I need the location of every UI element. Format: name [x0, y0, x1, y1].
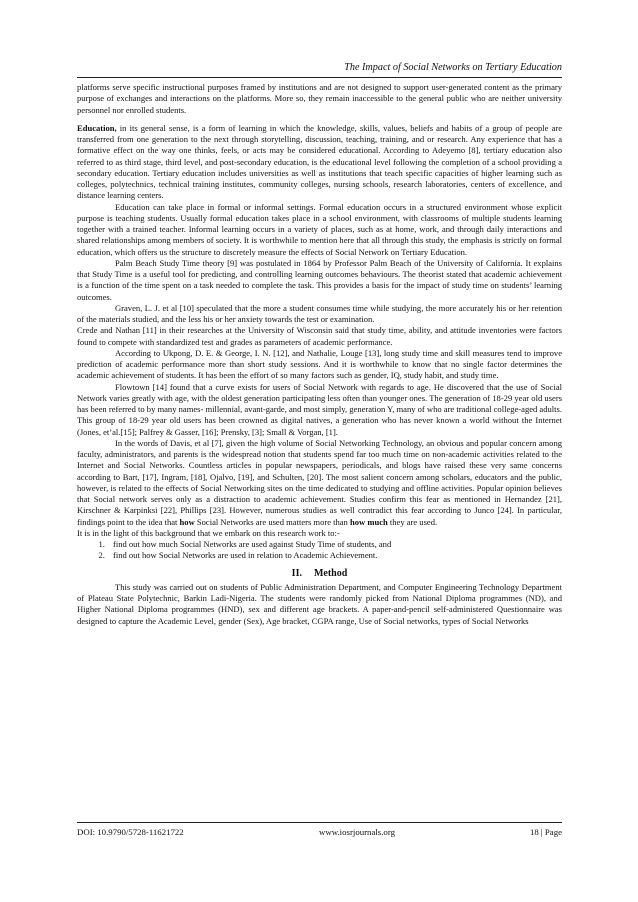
body-text [77, 82, 562, 627]
paragraph-formal-education: Education can take place in formal or informal settings. Formal education occurs in a structured environment whose explicit purpose is teaching students. Usually formal education takes place in a school environment, with classrooms of multiple students learning together with a trained teacher. Informal learning occurs in a variety of places, such as at home, work, and through daily interactions and shared relationships among members of society. It is worthwhile to mention here that all through this study, the emphasis is strictly on formal education, which offers us the structure to discretely measure the effects of Social Network on Tertiary Education. [77, 201, 562, 257]
objective-item: 2. find out how Social Networks are used in relation to Academic Achievement. [107, 550, 562, 561]
paragraph-davis [77, 438, 562, 528]
davis-text: In the words of Davis, et al [7], given the high volume of Social Networking Technology, an obvious and popular concern among faculty, administrators, and parents is the widespread notion that students spend far too much time on non-academic activities related to the Internet and Social Networks. Countless articles in popular newspapers, periodicals, and blogs have raised these very same concerns according to Bart, [17], Ingram, [18], Ojalvo, [19], and Schulten, [20]. The most salient concern among scholars, educators and the public, however, is related to the effects of Social Networking sites on the time dedicated to studying and offline activities. Popular opinion believes that Social network serves only as a distraction to academic achievement. Studies confirm this fear as mentioned in Hernandez [21], Kirschner & Karpinksi [22], Phillips [23]. However, numerous studies as well contradict this fear according to Junco [24]. In particular, findings point to the idea that [77, 437, 562, 527]
education-definition: in its general sense, is a form of learning in which the knowledge, skills, values, beliefs and habits of a group of people are transferred from one generation to the next through storytelling, discussion, teaching, training, and or research. Any experience that has a formative effect on the way one thinks, feels, or acts may be considered educational. According to Adeyemo [8], tertiary education also referred to as third stage, third level, and post-secondary education, is the educational level following the completion of a school providing a secondary education. Tertiary education includes universities as well as institutions that teach specific capacities of higher learning such as colleges, polytechnics, technical training institutes, community colleges, nursing schools, research laboratories, centers of excellence, and distance learning centers. [77, 122, 562, 201]
section-heading-method [77, 568, 562, 579]
footer-doi: DOI: 10.9790/5728-11621722 [77, 827, 184, 837]
section-number: II. [291, 567, 302, 579]
education-term: Education, [77, 122, 117, 133]
paragraph-graven: Graven, L. J. et al [10] speculated that the more a student consumes time while studying, the more accurately his or her retention of the materials studied, and the less his or her anxiety towards the test or examination. [77, 302, 562, 324]
paragraph-ukpong: According to Ukpong, D. E. & George, I. N. [12], and Nathalie, Louge [13], long study time and skill measures tend to improve prediction of academic performance more than short study sessions. And it is worthwhile to know that no single factor determines the academic achievement of students. It has been the effort of so many factors such as gender, IQ, study habit, and study time. [77, 347, 562, 381]
footer-website: www.iosrjournals.org [319, 827, 395, 837]
objective-item: 1. find out how much Social Networks are used against Study Time of students, and [107, 539, 562, 550]
header-rule [77, 77, 562, 78]
paragraph-method: This study was carried out on students of Public Administration Department, and Computer Engineering Technology Department of Plateau State Polytechnic, Barkin Ladi-Nigeria. The students were randomly picked from National Diploma programmes (ND), and Higher National Diploma programmes (HND), sex and different age brackets. A paper-and-pencil self-administered Questionnaire was designed to capture the Academic Level, gender (Sex), Age bracket, CGPA range, Use of Social networks, types of Social Networks [77, 581, 562, 626]
objectives-list [77, 539, 562, 562]
emphasis-how-much: how much [349, 516, 388, 527]
footer-page-number: 18 | Page [529, 827, 562, 837]
davis-text-mid: Social Networks are used matters more than [194, 516, 350, 527]
running-title: The Impact of Social Networks on Tertiary Education [344, 62, 562, 73]
emphasis-how: how [179, 516, 195, 527]
paragraph-crede-nathan: Crede and Nathan [11] in their researches at the University of Wisconsin said that study time, ability, and attitude inventories were factors found to compete with standardized test and grades as parameters of academic performance. [77, 325, 562, 347]
footer-rule [77, 822, 562, 823]
paragraph-research-aims: It is in the light of this background that we embark on this research work to:- [77, 527, 340, 538]
paragraph-flowtown: Flowtown [14] found that a curve exists for users of Social Network with regards to age. He discovered that the use of Social Network varies greatly with age, with the oldest generation participating less often than younger ones. The generation of 18-29 year old users has been referred to by many names- millennial, avant-garde, and most simply, generation Y, many of who are traditional college-aged adults. This group of 18-29 year old users has been crowned as digital natives, a generation who has never known a world without the Internet (Jones, et’al.[15]; Palfrey & Gasser, [16]; Prensky, [3]; Small & Vorgan, [1]. [77, 381, 562, 437]
davis-text-end: they are used. [387, 516, 438, 527]
section-title: Method [313, 567, 348, 579]
paragraph-education [77, 123, 562, 202]
paragraph-platforms: platforms serve specific instructional purposes framed by institutions and are not designed to support user-generated content as the primary purpose of exchanges and interactions on the platforms. More so, they remain inaccessible to the general public who are neither university personnel nor enrolled students. [77, 82, 562, 115]
paragraph-palm-beach: Palm Beach Study Time theory [9] was postulated in 1864 by Professor Palm Beach of the University of California. It explains that Study Time is a useful tool for predicting, and controlling learning outcomes behaviours. The theorist stated that academic achievement is a function of the time spent on a task needed to complete the task. This provides a basis for the impact of study time on students’ learning outcomes. [77, 257, 562, 302]
